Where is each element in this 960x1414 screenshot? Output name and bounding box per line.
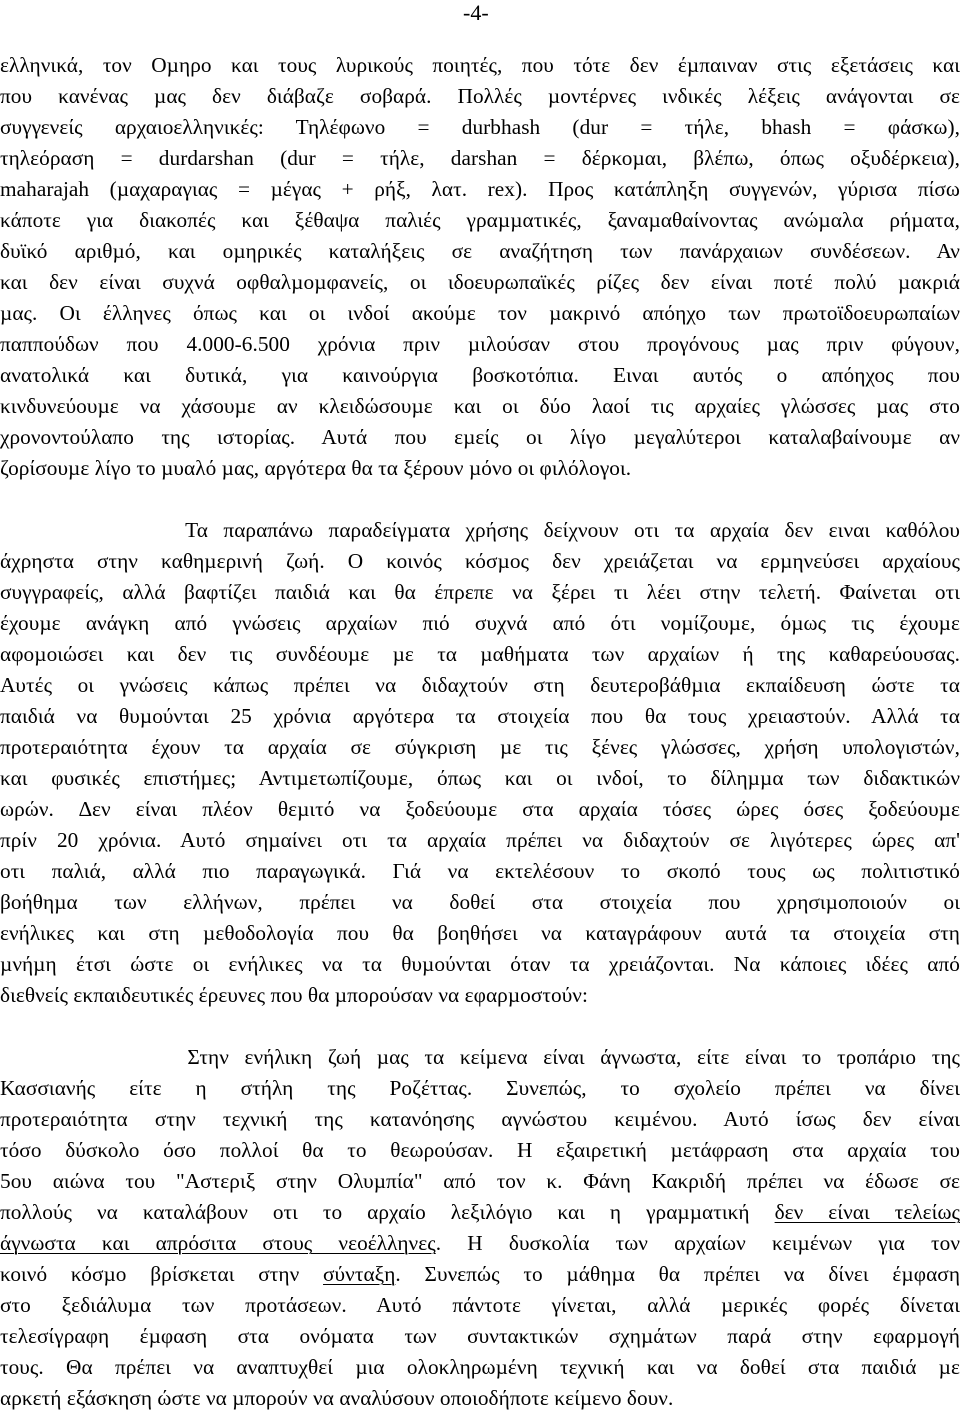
text-line: Αυτές οι γνώσεις κάπως πρέπει να διδαχτούν στη δευτεροβάθµια εκπαίδευση ώστε τα: [0, 673, 960, 697]
text-line: άχρηστα στην καθηµερινή ζωή. Ο κοινός κόσµος δεν χρειάζεται να ερµηνεύσει αρχαίους: [0, 549, 960, 573]
text-line: ενήλικες και στη µεθοδολογία που θα βοηθήσει να καταγράφουν αυτά τα στοιχεία στη: [0, 921, 960, 945]
document-body: [0, 50, 960, 1414]
underlined-phrase: δεν είναι τελείως: [774, 1200, 960, 1224]
text-line: αρκετή εξάσκηση ώστε να µπορούν να αναλύσουν οποιοδήποτε κείµενο δουν.: [0, 1386, 674, 1410]
text-line: παππούδων που 4.000-6.500 χρόνια πριν µιλούσαν στου προγόνους µας πριν φύγουν,: [0, 332, 960, 356]
underlined-phrase: σύνταξη: [323, 1262, 396, 1286]
paragraph-3: [0, 1042, 960, 1414]
page-number: -4-: [463, 0, 489, 25]
text-segment: . Συνεπώς το µάθηµα θα πρέπει να δίνει έµφαση: [395, 1262, 960, 1286]
text-line: µας. Οι έλληνες όπως και οι ινδοί ακούµε τον µακρινό απόηχο των πρωτοϊδοευρωπαίων: [0, 301, 960, 325]
text-line: παιδιά να θυµούνται 25 χρόνια αργότερα τα στοιχεία που θα τους χρειαστούν. Αλλά τα: [0, 704, 960, 728]
text-line: στο ξεδιάλυµα των προτάσεων. Αυτό πάντοτε γίνεται, αλλά µερικές φορές δίνεται: [0, 1293, 960, 1317]
text-line: πρίν 20 χρόνια. Αυτό σηµαίνει οτι τα αρχαία πρέπει να διδαχτούν σε λιγότερες ώρες απ': [0, 828, 960, 852]
text-line: κινδυνεύουµε να χάσουµε αν κλειδώσουµε και οι δύο λαοί τις αρχαίες γλώσσες µας στο: [0, 394, 960, 418]
text-line: τελεσίγραφη έµφαση στα ονόµατα των συντακτικών σχηµάτων παρά στην εφαρµογή: [0, 1324, 960, 1348]
text-line: Στην ενήλικη ζωή µας τα κείµενα είναι άγνωστα, είτε είναι το τροπάριο της: [0, 1045, 960, 1069]
text-line: ζορίσουµε λίγο το µυαλό µας, αργότερα θα τα ξέρουν µόνο οι φιλόλογοι.: [0, 456, 632, 480]
text-line: [0, 1228, 960, 1259]
text-line: µνήµη έτσι ώστε οι ενήλικες να τα θυµούνται όταν τα χρειάζονται. Να κάποιες ιδέες από: [0, 952, 960, 976]
text-line: διεθνείς εκπαιδευτικές έρευνες που θα µπορούσαν να εφαρµοστούν:: [0, 983, 588, 1007]
text-line: maharajah (µαχαραγιας = µέγας + ρήξ, λατ. rex). Προς κατάπληξη συγγενών, γύρισα πίσω: [0, 177, 960, 201]
text-line: χρονοντούλαπο της ιστορίας. Αυτά που εµείς οι λίγο µεγαλύτεροι καταλαβαίνουµε αν: [0, 425, 960, 449]
text-line: 5ου αιώνα του "Αστεριξ στην Ολυµπία" από τον κ. Φάνη Κακριδή πρέπει να έδωσε σε: [0, 1169, 960, 1193]
text-line: αφοµοιώσει και δεν τις συνδέουµε µε τα µαθήµατα των αρχαίων ή της καθαρεύουσας.: [0, 642, 960, 666]
text-line: τόσο δύσκολο όσο πολλοί θα το θεωρούσαν. Η εξαιρετική µετάφραση στα αρχαία του: [0, 1138, 960, 1162]
text-line: συγγενείς αρχαιοελληνικές: Τηλέφωνο = durbhash (dur = τήλε, bhash = φάσκω),: [0, 115, 960, 139]
text-segment: . Η δυσκολία των αρχαίων κειµένων για τον: [435, 1231, 960, 1255]
text-line: Τα παραπάνω παραδείγµατα χρήσης δείχνουν οτι τα αρχαία δεν ειναι καθόλου: [0, 518, 960, 542]
text-line: που κανένας µας δεν διάβαζε σοβαρά. Πολλές µοντέρνες ινδικές λέξεις ανάγονται σε: [0, 84, 960, 108]
text-line: δυϊκό αριθµό, και οµηρικές καταλήξεις σε αναζήτηση των πανάρχαιων συνδέσεων. Αν: [0, 239, 960, 263]
paragraph-2: [0, 515, 960, 1011]
paragraph-gap: [0, 484, 960, 515]
paragraph-1: [0, 50, 960, 484]
text-segment: κοινό κόσµο βρίσκεται στην: [0, 1262, 324, 1286]
text-line: οτι παλιά, αλλά πιο παραγωγικά. Γιά να εκτελέσουν το σκοπό τους ως πολιτιστικό: [0, 859, 960, 883]
paragraph-gap: [0, 1011, 960, 1042]
text-line: βοήθηµα των ελλήνων, πρέπει να δοθεί στα στοιχεία που χρησιµοποιούν οι: [0, 890, 960, 914]
text-line: ελληνικά, τον Οµηρο και τους λυρικούς ποιητές, που τότε δεν έµπαιναν στις εξετάσεις και: [0, 53, 960, 77]
text-line: προτεραιότητα στην τεχνική της κατανόησης αγνώστου κειµένου. Αυτό ίσως δεν είναι: [0, 1107, 960, 1131]
text-line: και δεν είναι συχνά οφθαλµοµφανείς, οι ιδοευρωπαϊκές ρίζες δεν είναι ποτέ πολύ µακριά: [0, 270, 960, 294]
text-line: ωρών. ∆εν είναι πλέον θεµιτό να ξοδεύουµε στα αρχαία τόσες ώρες όσες ξοδεύουµε: [0, 797, 960, 821]
underlined-phrase: άγνωστα και απρόσιτα στους νεοέλληνες: [0, 1231, 436, 1255]
text-line: και φυσικές επιστήµες; Αντιµετωπίζουµε, όπως και οι ινδοί, το δίληµµα των διδακτικών: [0, 766, 960, 790]
text-line: Κασσιανής είτε η στήλη της Ροζέττας. Συνεπώς, το σχολείο πρέπει να δίνει: [0, 1076, 960, 1100]
text-line: [0, 1197, 960, 1228]
text-line: τηλεόραση = durdarshan (dur = τήλε, darshan = δέρκοµαι, βλέπω, όπως οξυδέρκεια),: [0, 146, 960, 170]
text-line: συγγραφείς, αλλά βαφτίζει παιδιά και θα έπρεπε να ξέρει τι λέει στην τελετή. Φαίνεται οτι: [0, 580, 960, 604]
text-line: ανατολικά και δυτικά, για καινούργια βοσκοτόπια. Ειναι αυτός ο απόηχος που: [0, 363, 960, 387]
text-line: έχουµε ανάγκη από γνώσεις αρχαίων πιό συχνά από ότι νοµίζουµε, όµως τις έχουµε: [0, 611, 960, 635]
text-segment: πολλούς να καταλάβουν οτι το αρχαίο λεξιλόγιο και η γραµµατική: [0, 1200, 775, 1224]
text-line: [0, 1259, 960, 1290]
text-line: τους. Θα πρέπει να αναπτυχθεί µια ολοκληρωµένη τεχνική και να δοθεί στα παιδιά µε: [0, 1355, 960, 1379]
text-line: προτεραιότητα έχουν τα αρχαία σε σύγκριση µε τις ξένες γλώσσες, χρήση υπολογιστών,: [0, 735, 960, 759]
text-line: κάποτε για διακοπές και ξέθαψα παλιές γραµµατικές, ξαναµαθαίνοντας ανώµαλα ρήµατα,: [0, 208, 960, 232]
